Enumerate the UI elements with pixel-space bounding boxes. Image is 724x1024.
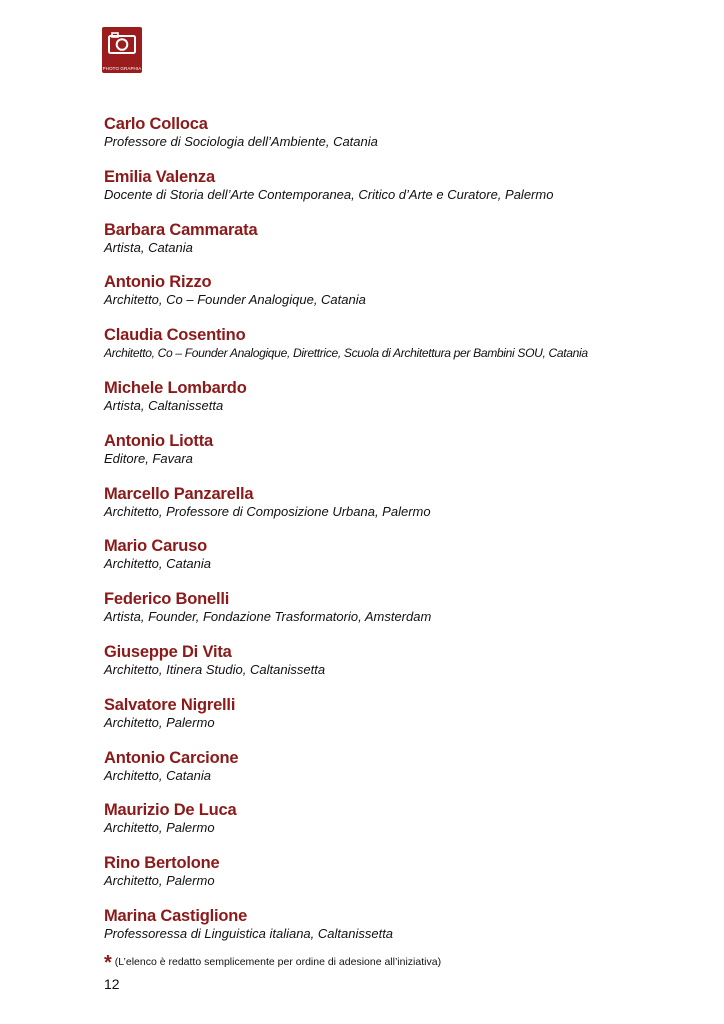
person-role: Artista, Catania	[104, 239, 193, 255]
list-item	[104, 642, 664, 695]
footnote-text: (L’elenco è redatto semplicemente per ordine di adesione all’iniziativa)	[114, 956, 442, 968]
photographia-logo	[102, 27, 142, 76]
person-role: Architetto, Professore di Composizione Urbana, Palermo	[104, 503, 431, 519]
person-name: Carlo Colloca	[104, 115, 208, 133]
person-role: Architetto, Catania	[104, 767, 211, 783]
list-item	[104, 800, 664, 853]
list-item	[104, 272, 664, 325]
person-role: Artista, Caltanissetta	[104, 397, 224, 413]
list-item	[104, 536, 664, 589]
person-name: Maurizio De Luca	[104, 801, 237, 820]
list-item	[104, 748, 664, 801]
list-item	[104, 484, 664, 537]
person-role: Architetto, Palermo	[104, 873, 215, 889]
footnote-asterisk: *	[104, 952, 112, 974]
list-item	[104, 325, 664, 378]
list-item	[104, 114, 664, 167]
participants-list	[104, 114, 664, 959]
list-item	[104, 378, 664, 431]
person-name: Barbara Cammarata	[104, 220, 258, 239]
logo-subtitle: ASSOCIAZIONE CULTURALE	[104, 73, 140, 76]
person-name: Marcello Panzarella	[104, 484, 254, 503]
person-role: Architetto, Co – Founder Analogique, Direttrice, Scuola di Architettura per Bambini SOU, Catania	[104, 346, 588, 361]
person-name: Antonio Liotta	[104, 431, 214, 450]
person-name: Michele Lombardo	[104, 378, 247, 397]
person-name: Giuseppe Di Vita	[104, 642, 232, 661]
page-number: 12	[104, 976, 120, 992]
person-role: Editore, Favara	[104, 450, 193, 466]
list-item	[104, 906, 664, 959]
person-role: Docente di Storia dell’Arte Contemporanea, Critico d’Arte e Curatore, Palermo	[104, 186, 554, 202]
person-name: Federico Bonelli	[104, 590, 230, 609]
list-item	[104, 220, 664, 273]
list-item	[104, 431, 664, 484]
person-name: Emilia Valenza	[104, 167, 215, 186]
footnote	[104, 952, 441, 975]
camera-icon	[108, 32, 136, 54]
person-role: Professore di Sociologia dell’Ambiente, Catania	[104, 134, 378, 149]
person-role: Architetto, Catania	[104, 556, 211, 572]
person-role: Architetto, Palermo	[104, 820, 215, 836]
person-name: Antonio Rizzo	[104, 273, 212, 292]
person-name: Mario Caruso	[104, 537, 208, 556]
person-name: Marina Castiglione	[104, 906, 248, 925]
person-role: Architetto, Palermo	[104, 714, 215, 730]
person-name: Antonio Carcione	[104, 748, 239, 767]
list-item	[104, 853, 664, 906]
logo-wordmark: PHOTO GRAPHIA	[102, 66, 142, 71]
person-role: Architetto, Co – Founder Analogique, Catania	[104, 292, 366, 308]
person-role: Artista, Founder, Fondazione Trasformatorio, Amsterdam	[104, 609, 432, 625]
person-role: Architetto, Itinera Studio, Caltanissetta	[104, 661, 326, 677]
list-item	[104, 167, 664, 220]
person-name: Rino Bertolone	[104, 854, 220, 873]
person-name: Claudia Cosentino	[104, 326, 246, 345]
person-role: Professoressa di Linguistica italiana, Caltanissetta	[104, 925, 394, 941]
list-item	[104, 589, 664, 642]
list-item	[104, 695, 664, 748]
person-name: Salvatore Nigrelli	[104, 695, 236, 714]
